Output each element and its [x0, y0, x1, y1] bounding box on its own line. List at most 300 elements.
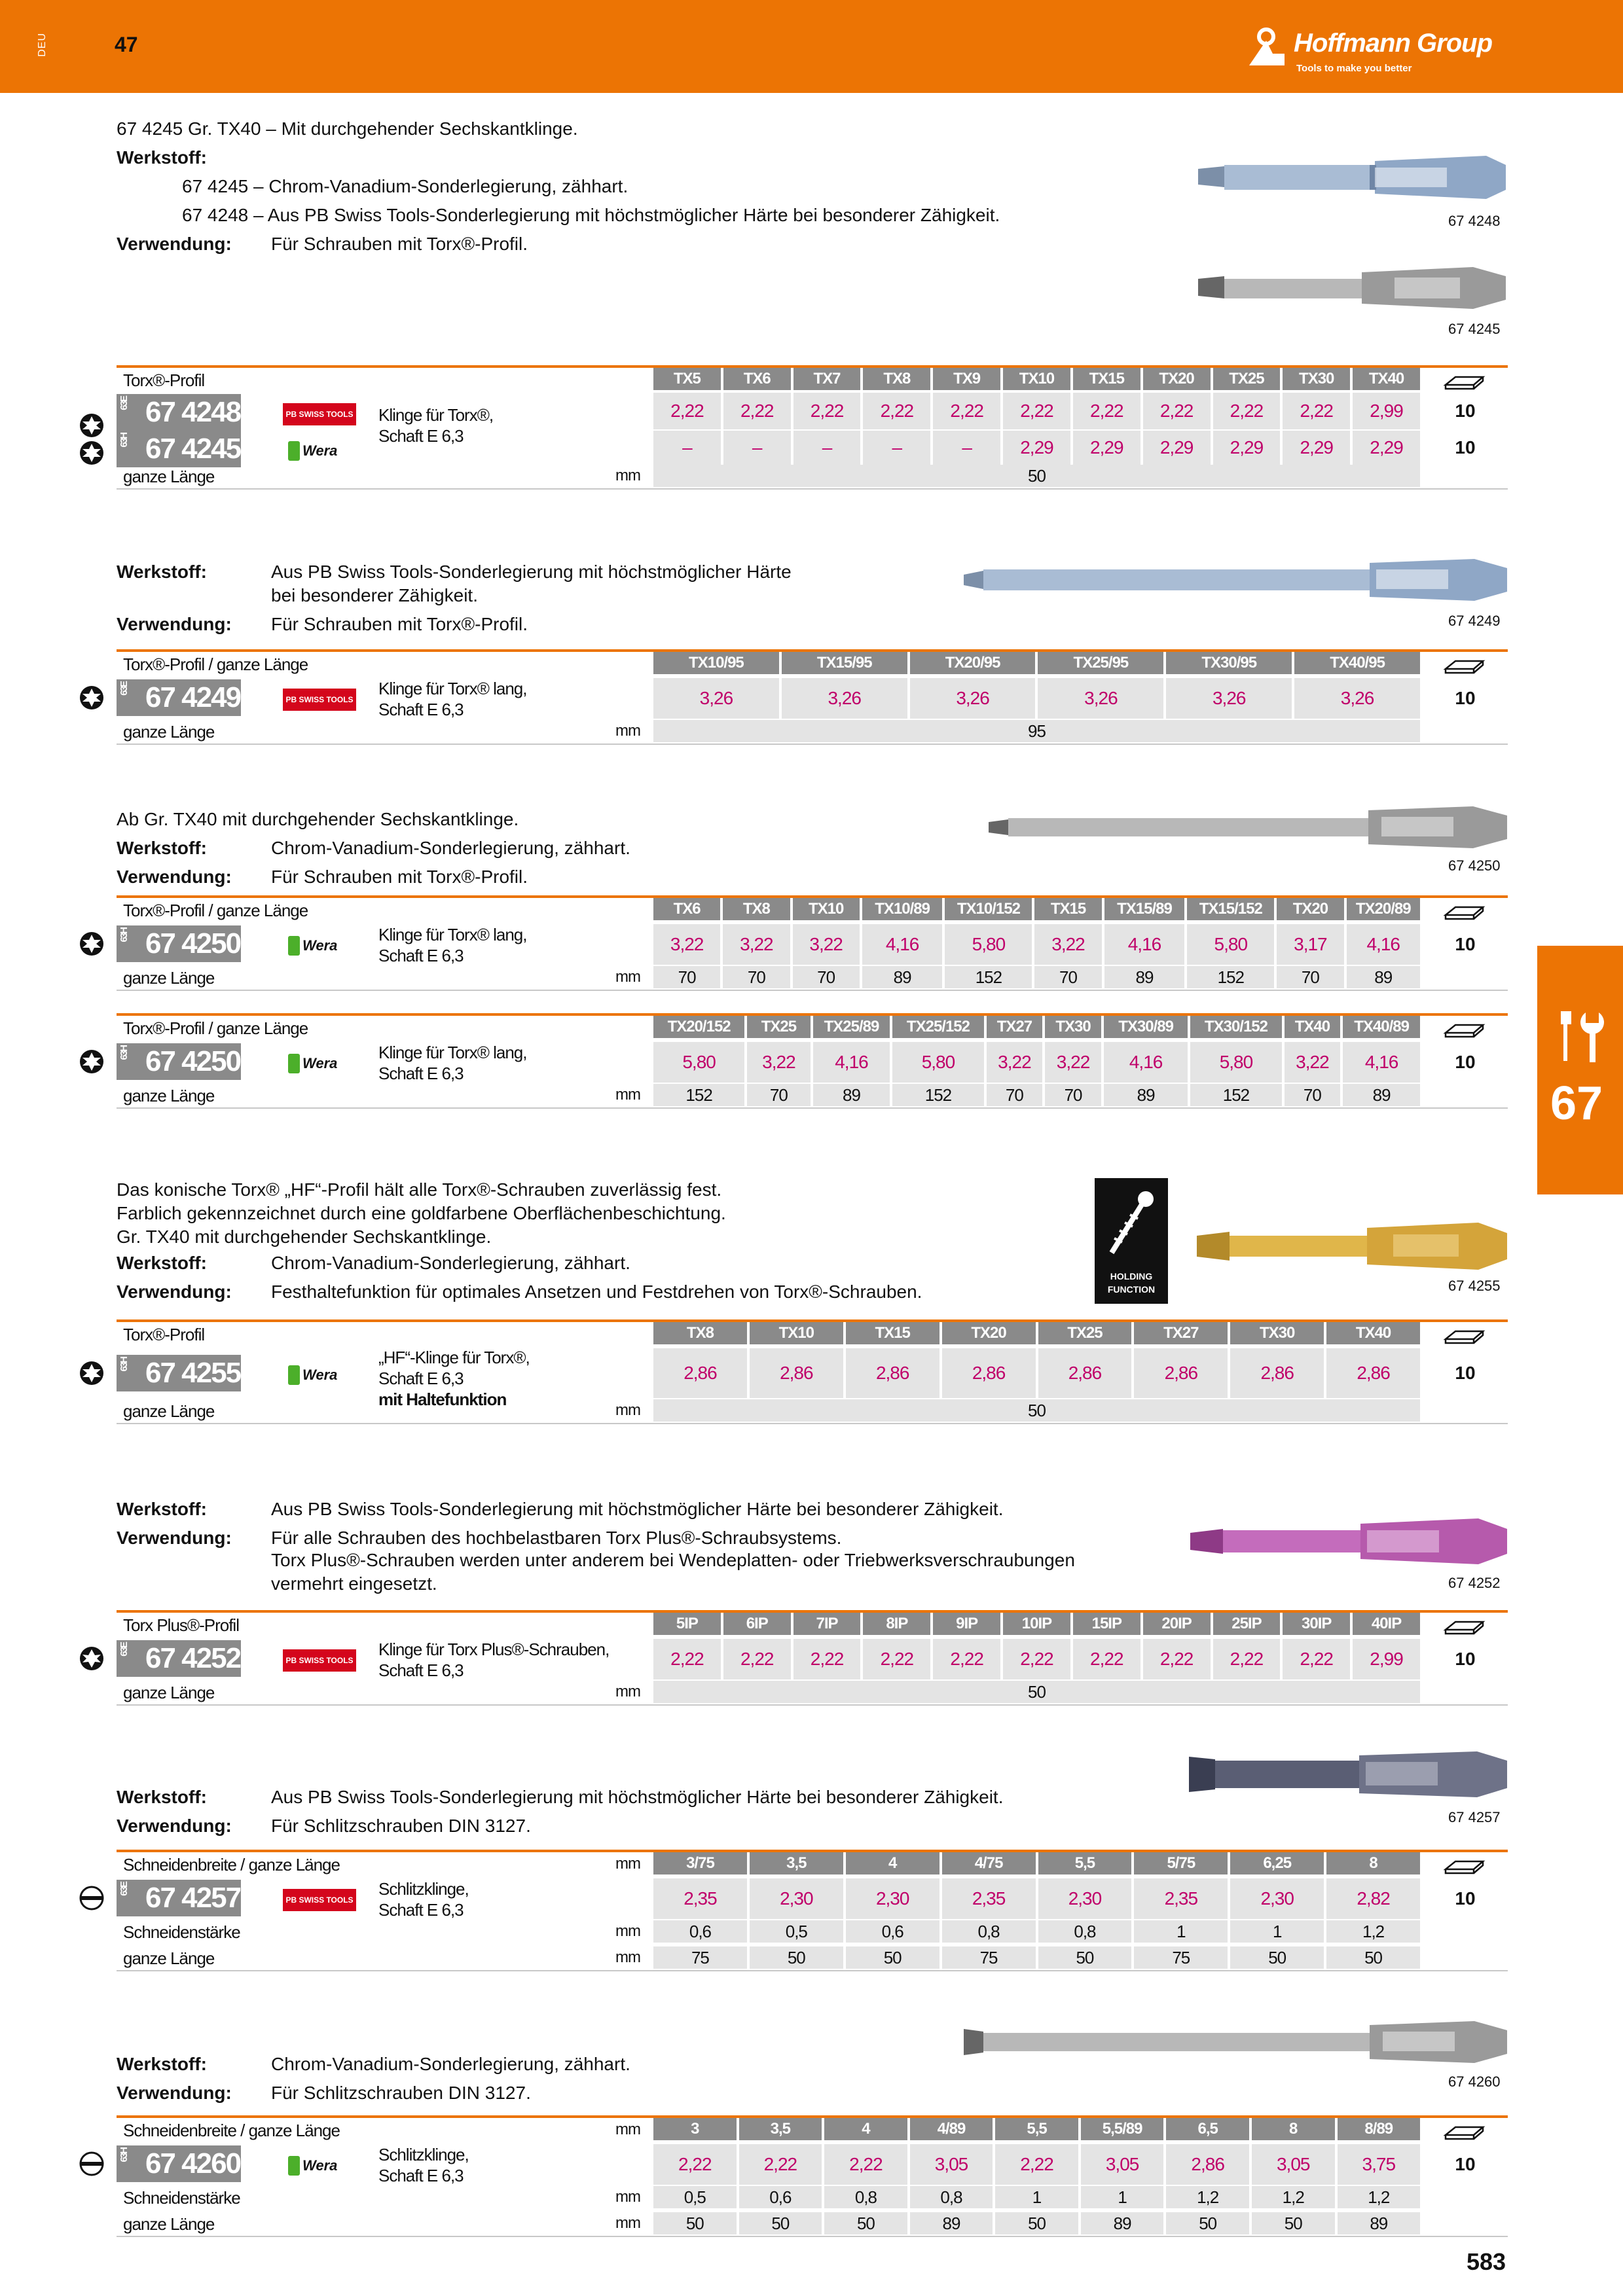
- price-cell[interactable]: 2,22: [1283, 1639, 1350, 1679]
- price-cell[interactable]: 2,86: [1038, 1348, 1132, 1398]
- size-header: 6,25: [1230, 1852, 1324, 1874]
- price-cell[interactable]: 2,22: [1073, 1639, 1140, 1679]
- length-value: 70: [1285, 1084, 1341, 1106]
- pb-swiss-logo: PB SWISS TOOLS: [283, 1889, 356, 1911]
- thickness-value: 0,8: [942, 1920, 1036, 1943]
- price-cell[interactable]: 2,22: [1283, 393, 1350, 429]
- pack-icon: [1423, 901, 1508, 920]
- item-desc: Schaft E 6,3: [378, 2166, 464, 2185]
- section-5-description: [117, 1495, 1099, 1596]
- price-cell[interactable]: 2,22: [653, 2144, 737, 2185]
- table-rule: [117, 488, 1508, 490]
- pack-qty: 10: [1455, 2154, 1476, 2174]
- size-header: TX30/89: [1104, 1016, 1188, 1038]
- bit-image-pb-blue: [1198, 154, 1506, 200]
- size-header: TX25/95: [1038, 652, 1163, 674]
- verwendung-text: Festhaltefunktion für optimales Ansetzen und Festdrehen von Torx®-Schrauben.: [271, 1282, 922, 1302]
- image-caption: 67 4257: [1448, 1809, 1501, 1825]
- size-header: TX15: [1073, 368, 1140, 390]
- pack-qty: 10: [1455, 1649, 1476, 1669]
- price-cell[interactable]: 2,86: [1166, 2144, 1249, 2185]
- price-cell[interactable]: 2,22: [1213, 393, 1281, 429]
- article-number[interactable]: 67 4260: [145, 2147, 241, 2179]
- length-value: 50: [653, 2212, 737, 2234]
- werkstoff-line: 67 4248 – Aus PB Swiss Tools-Sonderlegierung mit höchstmöglicher Härte bei besonderer Zähigkeit.: [182, 205, 1000, 225]
- size-header: TX15: [1034, 898, 1101, 920]
- size-header: 7IP: [793, 1613, 861, 1635]
- price-cell[interactable]: 2,22: [863, 393, 930, 429]
- price-cell[interactable]: 3,05: [910, 2144, 993, 2185]
- verwendung-label: Verwendung:: [117, 1282, 232, 1302]
- price-cell[interactable]: 3,22: [723, 924, 790, 965]
- item-desc: Klinge für Torx Plus®-Schrauben,: [378, 1640, 610, 1659]
- size-header: TX10: [1003, 368, 1070, 390]
- length-value: 152: [945, 966, 1032, 988]
- length-value: 89: [1104, 1084, 1188, 1106]
- price-cell[interactable]: 3,26: [910, 678, 1036, 719]
- torx-profile-icon: [79, 931, 105, 957]
- thickness-value: 1,2: [1326, 1920, 1420, 1943]
- item-desc: Klinge für Torx® lang,: [378, 925, 527, 944]
- table-label: Torx®-Profil / ganze Länge: [123, 900, 308, 920]
- item-desc: Klinge für Torx® lang,: [378, 679, 527, 698]
- size-header: TX6: [723, 368, 791, 390]
- verwendung-text: Für Schlitzschrauben DIN 3127.: [271, 2083, 531, 2103]
- price-cell[interactable]: 2,22: [1143, 1639, 1211, 1679]
- length-value: 50: [1326, 1946, 1420, 1969]
- intro-text: Farblich gekennzeichnet durch eine goldfarbene Oberflächenbeschichtung.: [117, 1203, 726, 1223]
- table-rule: [117, 1704, 1508, 1706]
- unit-label: mm: [615, 1948, 640, 1966]
- price-cell[interactable]: 3,22: [747, 1042, 810, 1083]
- table-rule: [117, 1970, 1508, 1971]
- bit-image-pb-long: [964, 559, 1507, 601]
- size-header: 5,5: [1038, 1852, 1132, 1874]
- image-caption: 67 4252: [1448, 1575, 1501, 1591]
- pack-icon: [1423, 1018, 1508, 1038]
- length-label: ganze Länge: [123, 466, 215, 486]
- size-header: 9IP: [933, 1613, 1000, 1635]
- price-cell[interactable]: 5,80: [892, 1042, 983, 1083]
- article-number[interactable]: 67 4249: [145, 681, 241, 713]
- length-value: 75: [653, 1946, 747, 1969]
- length-value: 70: [653, 966, 720, 988]
- price-cell[interactable]: 2,29: [1213, 431, 1281, 465]
- verwendung-label: Verwendung:: [117, 867, 232, 887]
- thickness-label: Schneidenstärke: [123, 1922, 240, 1942]
- price-cell[interactable]: 2,29: [1003, 431, 1070, 465]
- price-cell[interactable]: 4,16: [1104, 1042, 1188, 1083]
- price-cell[interactable]: 2,22: [1003, 393, 1070, 429]
- verwendung-text: Für Schrauben mit Torx®-Profil.: [271, 234, 528, 254]
- price-cell[interactable]: 3,26: [1166, 678, 1292, 719]
- werkstoff-text: Aus PB Swiss Tools-Sonderlegierung mit höchstmöglicher Härte: [271, 562, 792, 582]
- length-value: 70: [793, 966, 860, 988]
- holding-function-badge: [1095, 1178, 1168, 1304]
- size-header: TX10/95: [653, 652, 779, 674]
- page-number: 583: [1467, 2248, 1506, 2275]
- unit-label: mm: [615, 2187, 640, 2206]
- language-code: DEU: [37, 33, 48, 57]
- price-cell[interactable]: 2,22: [793, 393, 861, 429]
- price-cell[interactable]: 2,30: [1038, 1878, 1132, 1919]
- length-value: 50: [995, 2212, 1078, 2234]
- length-value: 89: [1104, 966, 1185, 988]
- size-header: 40IP: [1353, 1613, 1420, 1635]
- price-cell[interactable]: 2,99: [1353, 1639, 1420, 1679]
- item-desc: Schlitzklinge,: [378, 1879, 469, 1899]
- werkstoff-label: Werkstoff:: [117, 1253, 207, 1273]
- werkstoff-text: Chrom-Vanadium-Sonderlegierung, zähhart.: [271, 838, 630, 858]
- unit-label: mm: [615, 1854, 640, 1873]
- length-value: 50: [750, 1946, 843, 1969]
- verwendung-text: Für Schlitzschrauben DIN 3127.: [271, 1816, 531, 1836]
- size-header: TX20/95: [910, 652, 1036, 674]
- section-6-description: [117, 1783, 1099, 1840]
- image-caption: 67 4255: [1448, 1278, 1501, 1294]
- length-value: 50: [824, 2212, 907, 2234]
- length-value: 50: [653, 1681, 1420, 1703]
- bit-image-wera-slotted-long: [964, 2021, 1507, 2063]
- price-cell[interactable]: 2,22: [723, 393, 791, 429]
- table-674250-b: [117, 1013, 1508, 1109]
- pack-icon: [1423, 1615, 1508, 1635]
- price-cell[interactable]: –: [793, 431, 861, 465]
- werkstoff-label: Werkstoff:: [117, 838, 207, 858]
- pack-icon: [1423, 1855, 1508, 1874]
- length-value: 95: [653, 720, 1420, 742]
- price-cell[interactable]: 2,22: [653, 393, 721, 429]
- length-value: 50: [1038, 1946, 1132, 1969]
- size-header: TX27: [987, 1016, 1043, 1038]
- price-cell[interactable]: 2,22: [933, 1639, 1000, 1679]
- size-header: 4/89: [910, 2118, 993, 2140]
- unit-label: mm: [615, 721, 640, 740]
- length-label: ganze Länge: [123, 2214, 215, 2234]
- price-cell[interactable]: 2,22: [1003, 1639, 1070, 1679]
- article-number[interactable]: 67 4250: [145, 1045, 241, 1077]
- price-cell[interactable]: 2,86: [942, 1348, 1036, 1398]
- price-cell[interactable]: –: [933, 431, 1000, 465]
- price-cell[interactable]: 2,35: [653, 1878, 747, 1919]
- price-cell[interactable]: 2,22: [1073, 393, 1140, 429]
- table-label: Torx®-Profil: [123, 1324, 205, 1344]
- price-cell[interactable]: 2,29: [1353, 431, 1420, 465]
- verwendung-label: Verwendung:: [117, 234, 232, 254]
- item-desc: Schaft E 6,3: [378, 700, 464, 719]
- section-1-description: [117, 115, 1099, 259]
- price-cell[interactable]: 5,80: [653, 1042, 744, 1083]
- torx-plus-profile-icon: [79, 1645, 105, 1672]
- price-cell[interactable]: 4,16: [862, 924, 943, 965]
- pack-icon: [1423, 2121, 1508, 2140]
- size-header: TX20: [1277, 898, 1343, 920]
- table-label: Schneidenbreite / ganze Länge: [123, 2120, 340, 2140]
- price-cell[interactable]: 5,80: [1190, 1042, 1281, 1083]
- price-cell[interactable]: 2,86: [846, 1348, 939, 1398]
- price-cell[interactable]: 2,86: [1326, 1348, 1420, 1398]
- size-header: 4: [846, 1852, 939, 1874]
- werkstoff-text: bei besonderer Zähigkeit.: [271, 585, 478, 605]
- item-desc: Schaft E 6,3: [378, 1660, 464, 1680]
- price-cell[interactable]: 2,22: [824, 2144, 907, 2185]
- table-674260: [117, 2115, 1508, 2237]
- bit-image-pb-violet: [1190, 1518, 1507, 1564]
- length-label: ganze Länge: [123, 1682, 215, 1702]
- article-number[interactable]: 67 4248: [145, 396, 241, 428]
- price-cell[interactable]: 2,22: [863, 1639, 930, 1679]
- size-header: TX8: [863, 368, 930, 390]
- price-cell[interactable]: 3,22: [1285, 1042, 1341, 1083]
- table-rule: [117, 1423, 1508, 1424]
- bit-image-wera-steel: [1198, 267, 1506, 309]
- unit-label: mm: [615, 2120, 640, 2138]
- table-label: Torx Plus®-Profil: [123, 1615, 239, 1635]
- table-rule: [117, 1107, 1508, 1109]
- size-header: 20IP: [1143, 1613, 1211, 1635]
- torx-profile-icon: [79, 412, 105, 439]
- section-2-description: [117, 558, 968, 639]
- article-number[interactable]: 67 4252: [145, 1642, 241, 1674]
- article-code: 63H: [119, 433, 130, 448]
- price-cell[interactable]: 2,22: [723, 1639, 791, 1679]
- table-674248: [117, 365, 1508, 490]
- price-cell[interactable]: 2,82: [1326, 1878, 1420, 1919]
- size-header: 3,5: [750, 1852, 843, 1874]
- price-cell[interactable]: 3,05: [1252, 2144, 1335, 2185]
- price-cell[interactable]: 3,22: [653, 924, 720, 965]
- length-value: 70: [1045, 1084, 1101, 1106]
- price-cell[interactable]: 2,30: [846, 1878, 939, 1919]
- hoffmann-logo[interactable]: [1244, 25, 1532, 77]
- size-header: 4: [824, 2118, 907, 2140]
- article-code: 63E: [119, 1882, 130, 1896]
- size-header: TX10/89: [862, 898, 943, 920]
- size-header: TX5: [653, 368, 721, 390]
- werkstoff-text: Aus PB Swiss Tools-Sonderlegierung mit höchstmöglicher Härte bei besonderer Zähigkeit.: [271, 1499, 1004, 1519]
- item-desc: Schaft E 6,3: [378, 946, 464, 965]
- size-header: TX40: [1326, 1322, 1420, 1344]
- pack-qty: 10: [1455, 688, 1476, 708]
- size-header: TX15/95: [782, 652, 907, 674]
- price-cell[interactable]: 3,22: [987, 1042, 1043, 1083]
- item-desc: Klinge für Torx®,: [378, 405, 494, 425]
- verwendung-label: Verwendung:: [117, 1816, 232, 1836]
- price-cell[interactable]: 2,86: [1230, 1348, 1324, 1398]
- table-674250-a: [117, 895, 1508, 991]
- price-cell[interactable]: –: [723, 431, 791, 465]
- image-caption: 67 4260: [1448, 2073, 1501, 2090]
- table-label: Torx®-Profil: [123, 370, 205, 390]
- section-4-description: [117, 1178, 1099, 1306]
- badge-text: HOLDING: [1110, 1271, 1153, 1282]
- pack-qty: 10: [1455, 934, 1476, 954]
- item-desc: Schaft E 6,3: [378, 1900, 464, 1920]
- article-number[interactable]: 67 4255: [145, 1357, 241, 1389]
- price-cell[interactable]: 2,35: [1134, 1878, 1228, 1919]
- price-cell[interactable]: 2,22: [1213, 1639, 1281, 1679]
- price-cell[interactable]: 2,22: [1143, 393, 1211, 429]
- item-desc: Schlitzklinge,: [378, 2145, 469, 2164]
- torx-profile-icon: [79, 685, 105, 711]
- price-cell[interactable]: 2,29: [1073, 431, 1140, 465]
- table-rule: [117, 744, 1508, 745]
- verwendung-label: Verwendung:: [117, 614, 232, 634]
- table-rule: [117, 2236, 1508, 2237]
- size-header: TX25/152: [892, 1016, 983, 1038]
- price-cell[interactable]: 2,22: [793, 1639, 861, 1679]
- chapter-tab[interactable]: [1537, 946, 1623, 1194]
- pb-swiss-logo: PB SWISS TOOLS: [283, 1649, 356, 1672]
- price-cell[interactable]: 2,22: [933, 393, 1000, 429]
- screw-icon: [1105, 1187, 1158, 1259]
- price-cell[interactable]: 2,22: [739, 2144, 822, 2185]
- length-value: 152: [653, 1084, 744, 1106]
- pack-icon: [1423, 370, 1508, 390]
- table-label: Schneidenbreite / ganze Länge: [123, 1854, 340, 1874]
- wera-logo: Wera: [288, 439, 360, 463]
- image-caption: 67 4250: [1448, 857, 1501, 874]
- item-desc: „HF“-Klinge für Torx®,: [378, 1348, 530, 1367]
- price-cell[interactable]: 3,22: [1045, 1042, 1101, 1083]
- size-header: 3,5: [739, 2118, 822, 2140]
- item-desc: Schaft E 6,3: [378, 1369, 464, 1388]
- price-cell[interactable]: 3,26: [1294, 678, 1420, 719]
- price-cell[interactable]: 2,29: [1143, 431, 1211, 465]
- price-cell[interactable]: 4,16: [1343, 1042, 1420, 1083]
- length-value: 50: [846, 1946, 939, 1969]
- verwendung-text: Für Schrauben mit Torx®-Profil.: [271, 614, 528, 634]
- size-header: 6,5: [1166, 2118, 1249, 2140]
- intro-text: 67 4245 Gr. TX40 – Mit durchgehender Sechskantklinge.: [117, 118, 578, 139]
- thickness-value: 0,8: [910, 2186, 993, 2208]
- size-header: 5,5: [995, 2118, 1078, 2140]
- article-code: 63H: [119, 928, 130, 942]
- length-value: 50: [1166, 2212, 1249, 2234]
- thickness-value: 0,6: [739, 2186, 822, 2208]
- size-header: 8/89: [1338, 2118, 1421, 2140]
- size-header: TX20: [942, 1322, 1036, 1344]
- size-header: TX10: [793, 898, 860, 920]
- article-number[interactable]: 67 4257: [145, 1882, 241, 1914]
- thickness-value: 0,8: [1038, 1920, 1132, 1943]
- price-cell[interactable]: 4,16: [813, 1042, 890, 1083]
- length-label: ganze Länge: [123, 1401, 215, 1421]
- length-value: 89: [1347, 966, 1420, 988]
- price-cell[interactable]: 2,22: [995, 2144, 1078, 2185]
- length-value: 89: [910, 2212, 993, 2234]
- bit-image-wera-gold: [1197, 1223, 1507, 1270]
- price-cell[interactable]: –: [653, 431, 721, 465]
- article-number[interactable]: 67 4245: [145, 433, 241, 465]
- size-header: TX15: [846, 1322, 939, 1344]
- price-cell[interactable]: 3,26: [653, 678, 779, 719]
- image-caption: 67 4245: [1448, 321, 1501, 337]
- size-header: 8IP: [863, 1613, 930, 1635]
- pack-icon: [1423, 1325, 1508, 1344]
- price-cell[interactable]: 5,80: [945, 924, 1032, 965]
- size-header: TX10/152: [945, 898, 1032, 920]
- torx-profile-icon: [79, 1360, 105, 1386]
- price-cell[interactable]: 5,80: [1187, 924, 1274, 965]
- chapter-number: 67: [1550, 1077, 1603, 1130]
- unit-label: mm: [615, 1401, 640, 1419]
- length-value: 50: [1252, 2212, 1335, 2234]
- article-code: 63H: [119, 1046, 130, 1060]
- article-code: 63H: [119, 1357, 130, 1372]
- thickness-value: 0,6: [653, 1920, 747, 1943]
- price-cell[interactable]: –: [863, 431, 930, 465]
- intro-text: Das konische Torx® „HF“-Profil hält alle Torx®-Schrauben zuverlässig fest.: [117, 1179, 722, 1200]
- price-cell[interactable]: 2,86: [750, 1348, 843, 1398]
- verwendung-text: Für Schrauben mit Torx®-Profil.: [271, 867, 528, 887]
- price-cell[interactable]: 4,16: [1347, 924, 1420, 965]
- thickness-value: 0,5: [750, 1920, 843, 1943]
- wera-logo: Wera: [288, 1363, 360, 1388]
- price-cell[interactable]: 2,86: [653, 1348, 747, 1398]
- price-cell[interactable]: 2,29: [1283, 431, 1350, 465]
- length-value: 50: [739, 2212, 822, 2234]
- brand-tagline: Tools to make you better: [1296, 63, 1412, 74]
- price-cell[interactable]: 3,26: [1038, 678, 1163, 719]
- price-cell[interactable]: 3,75: [1338, 2144, 1421, 2185]
- length-label: ganze Länge: [123, 1085, 215, 1105]
- verwendung-text: vermehrt eingesetzt.: [271, 1573, 437, 1594]
- thickness-value: 0,8: [824, 2186, 907, 2208]
- werkstoff-label: Werkstoff:: [117, 147, 207, 168]
- price-cell[interactable]: 2,35: [942, 1878, 1036, 1919]
- item-desc: Klinge für Torx® lang,: [378, 1043, 527, 1062]
- price-cell[interactable]: 3,22: [1034, 924, 1101, 965]
- verwendung-text: Torx Plus®-Schrauben werden unter anderem bei Wendeplatten- oder Triebwerksverschraubungen: [271, 1550, 1075, 1570]
- size-header: 6IP: [723, 1613, 791, 1635]
- length-value: 89: [813, 1084, 890, 1106]
- price-cell[interactable]: 2,99: [1353, 393, 1420, 429]
- table-rule: [117, 990, 1508, 991]
- pb-swiss-logo: PB SWISS TOOLS: [283, 403, 356, 425]
- thickness-value: 1: [1230, 1920, 1324, 1943]
- size-header: 4/75: [942, 1852, 1036, 1874]
- size-header: TX10: [750, 1322, 843, 1344]
- thickness-value: 1: [995, 2186, 1078, 2208]
- pack-qty: 10: [1455, 1363, 1476, 1383]
- length-label: ganze Länge: [123, 721, 215, 742]
- size-header: TX25/89: [813, 1016, 890, 1038]
- price-cell[interactable]: 2,30: [1230, 1878, 1324, 1919]
- price-cell[interactable]: 4,16: [1104, 924, 1185, 965]
- size-header: 5IP: [653, 1613, 721, 1635]
- price-cell[interactable]: 2,30: [750, 1878, 843, 1919]
- thickness-value: 1,2: [1338, 2186, 1421, 2208]
- article-code: 63H: [119, 2148, 130, 2162]
- page-header: [0, 0, 1623, 93]
- wera-logo: Wera: [288, 2153, 360, 2178]
- bit-image-wera-long: [989, 806, 1507, 848]
- price-cell[interactable]: 2,22: [653, 1639, 721, 1679]
- length-value: 70: [987, 1084, 1043, 1106]
- pack-qty: 10: [1455, 437, 1476, 457]
- price-cell[interactable]: 3,17: [1277, 924, 1343, 965]
- size-header: TX15/89: [1104, 898, 1185, 920]
- size-header: TX20/152: [653, 1016, 744, 1038]
- price-cell[interactable]: 3,26: [782, 678, 907, 719]
- price-cell[interactable]: 3,22: [793, 924, 860, 965]
- article-number[interactable]: 67 4250: [145, 927, 241, 960]
- length-value: 50: [653, 1399, 1420, 1422]
- wera-logo: Wera: [288, 1051, 360, 1076]
- price-cell[interactable]: 2,86: [1134, 1348, 1228, 1398]
- price-cell[interactable]: 3,05: [1081, 2144, 1164, 2185]
